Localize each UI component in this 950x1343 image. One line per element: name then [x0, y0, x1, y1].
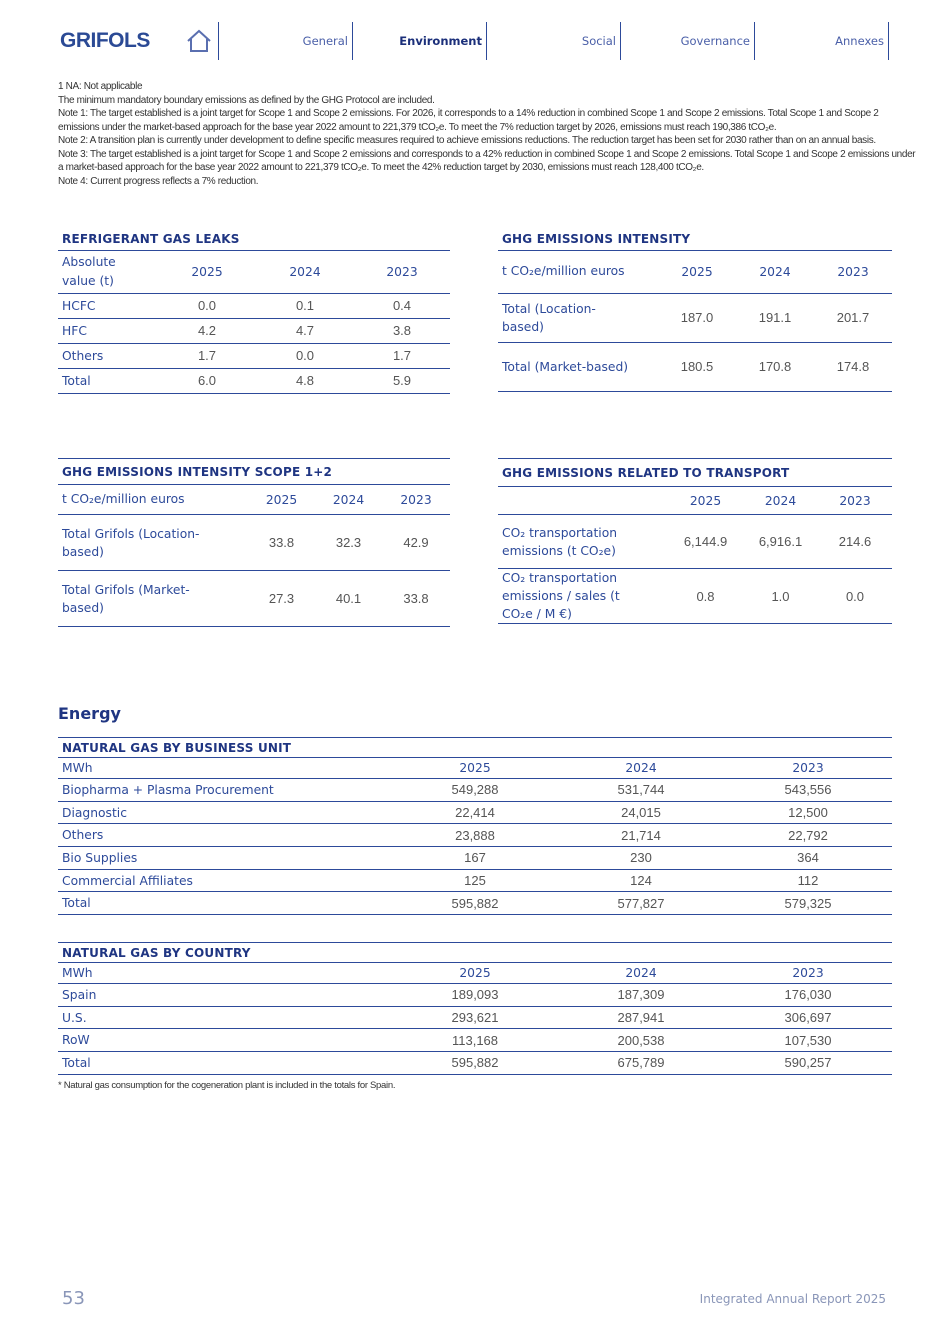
column-header: 2024 [736, 250, 814, 293]
column-header: 2025 [392, 963, 558, 984]
table-row [498, 293, 892, 342]
nav-general[interactable]: General [302, 34, 348, 48]
nav-environment[interactable]: Environment [399, 34, 482, 48]
cell-value: 167 [392, 847, 558, 870]
table-row [58, 892, 892, 915]
note-line: Note 4: Current progress reflects a 7% reduction. [58, 175, 259, 187]
table-row [58, 824, 892, 847]
energy-heading: Energy [58, 704, 121, 723]
cell-value: 6.0 [158, 368, 256, 393]
scope12-table [58, 458, 450, 627]
intensity-table [498, 228, 892, 392]
report-title: Integrated Annual Report 2025 [699, 1292, 886, 1306]
column-header: 2024 [558, 963, 724, 984]
page-number: 53 [62, 1288, 85, 1309]
cell-value: 187.0 [658, 293, 736, 342]
cell-value: 40.1 [315, 571, 382, 627]
table-row [58, 1029, 892, 1052]
table-title: GHG EMISSIONS INTENSITY SCOPE 1+2 [58, 459, 450, 485]
column-header: 2025 [158, 250, 256, 293]
cell-value: 0.1 [256, 293, 354, 318]
cell-value: 4.2 [158, 318, 256, 343]
cell-value: 675,789 [558, 1052, 724, 1075]
column-header: 2025 [658, 250, 736, 293]
nav-divider [620, 22, 621, 60]
nav-divider [888, 22, 889, 60]
table-row [58, 571, 450, 627]
row-label: HFC [58, 318, 158, 343]
cell-value: 27.3 [248, 571, 315, 627]
cell-value: 364 [724, 847, 892, 870]
row-label: Spain [58, 984, 392, 1007]
cell-value: 287,941 [558, 1006, 724, 1029]
table-row [498, 515, 892, 569]
cell-value: 4.7 [256, 318, 354, 343]
cell-value: 187,309 [558, 984, 724, 1007]
column-header: MWh [58, 963, 392, 984]
cell-value: 1.7 [354, 343, 450, 368]
row-label: Total Grifols (Market-based) [58, 571, 248, 627]
table-row [58, 368, 450, 393]
row-label: Commercial Affiliates [58, 869, 392, 892]
cell-value: 180.5 [658, 342, 736, 391]
cell-value: 201.7 [814, 293, 892, 342]
column-header: 2023 [814, 250, 892, 293]
cell-value: 1.7 [158, 343, 256, 368]
cell-value: 4.8 [256, 368, 354, 393]
row-label: Total (Market-based) [498, 342, 658, 391]
cell-value: 33.8 [248, 515, 315, 571]
cell-value: 24,015 [558, 801, 724, 824]
cell-value: 22,792 [724, 824, 892, 847]
nav-divider [218, 22, 219, 60]
cell-value: 577,827 [558, 892, 724, 915]
cell-value: 293,621 [392, 1006, 558, 1029]
cell-value: 3.8 [354, 318, 450, 343]
note-line: 1 NA: Not applicable [58, 81, 143, 92]
row-label: Total [58, 892, 392, 915]
notes [58, 80, 915, 188]
column-header: 2023 [818, 487, 892, 515]
nav-divider [754, 22, 755, 60]
cell-value: 531,744 [558, 779, 724, 802]
cell-value: 214.6 [818, 515, 892, 569]
table-row [58, 869, 892, 892]
column-header: 2025 [248, 485, 315, 515]
cell-value: 107,530 [724, 1029, 892, 1052]
nav-social[interactable]: Social [581, 34, 616, 48]
table-row [58, 318, 450, 343]
column-header [498, 487, 668, 515]
cell-value: 0.0 [158, 293, 256, 318]
nav-divider [486, 22, 487, 60]
column-header: 2025 [668, 487, 743, 515]
cell-value: 124 [558, 869, 724, 892]
cell-value: 549,288 [392, 779, 558, 802]
cell-value: 189,093 [392, 984, 558, 1007]
grifols-logo[interactable]: GRIFOLS [60, 29, 150, 52]
column-header: 2024 [256, 250, 354, 293]
cell-value: 595,882 [392, 892, 558, 915]
nav-annexes[interactable]: Annexes [835, 34, 884, 48]
cell-value: 0.8 [668, 569, 743, 624]
cell-value: 32.3 [315, 515, 382, 571]
column-header: 2023 [382, 485, 450, 515]
column-header: 2024 [743, 487, 818, 515]
table-row [58, 1052, 892, 1075]
cell-value: 0.0 [818, 569, 892, 624]
cell-value: 306,697 [724, 1006, 892, 1029]
cell-value: 0.4 [354, 293, 450, 318]
cell-value: 22,414 [392, 801, 558, 824]
note-line: Note 3: The target established is a joint target for Scope 1 and Scope 2 emissions and corresponds to a 42% reduction in combined Scope 1 and Scope 2 emissions. Total Scope 1 and Scope 2 emissions under [58, 148, 916, 160]
cell-value: 579,325 [724, 892, 892, 915]
home-icon[interactable] [186, 28, 212, 54]
cell-value: 170.8 [736, 342, 814, 391]
cell-value: 33.8 [382, 571, 450, 627]
row-label: Bio Supplies [58, 847, 392, 870]
row-label: CO₂ transportation emissions / sales (t CO₂e / M €) [498, 569, 668, 624]
table-title: GHG EMISSIONS INTENSITY [498, 228, 892, 250]
table-row [58, 515, 450, 571]
cell-value: 176,030 [724, 984, 892, 1007]
table-title: REFRIGERANT GAS LEAKS [58, 228, 450, 250]
gas-footnote: * Natural gas consumption for the cogeneration plant is included in the totals for Spain. [58, 1080, 396, 1091]
transport-table [498, 458, 892, 624]
table-row [58, 343, 450, 368]
cell-value: 230 [558, 847, 724, 870]
cell-value: 42.9 [382, 515, 450, 571]
cell-value: 590,257 [724, 1052, 892, 1075]
row-label: RoW [58, 1029, 392, 1052]
row-label: Total [58, 368, 158, 393]
column-header: MWh [58, 758, 392, 779]
note-line: Note 1: The target established is a joint target for Scope 1 and Scope 2 emissions. For 2026, it corresponds to a 14% reduction in combined Scope 1 and Scope 2 emissions. Total Scope 1 and Scope 2 [58, 108, 879, 119]
table-row [58, 779, 892, 802]
cell-value: 1.0 [743, 569, 818, 624]
cell-value: 191.1 [736, 293, 814, 342]
row-label: Biopharma + Plasma Procurement [58, 779, 392, 802]
cell-value: 112 [724, 869, 892, 892]
nav-divider [352, 22, 353, 60]
cell-value: 200,538 [558, 1029, 724, 1052]
row-label: Total (Location- based) [498, 293, 658, 342]
table-row [498, 569, 892, 624]
cell-value: 543,556 [724, 779, 892, 802]
column-header: 2023 [724, 963, 892, 984]
gas-country-table [58, 942, 892, 1075]
table-row [58, 984, 892, 1007]
table-row [58, 847, 892, 870]
note-line: emissions under the market-based approach for the base year 2022 amount to 221,379 tCO₂e. To meet the 7% reduction target by 2026, emissions must reach 190,386 tCO₂e. [58, 121, 777, 133]
cell-value: 6,916.1 [743, 515, 818, 569]
nav-governance[interactable]: Governance [680, 34, 750, 48]
cell-value: 6,144.9 [668, 515, 743, 569]
table-row [58, 1006, 892, 1029]
row-label: U.S. [58, 1006, 392, 1029]
row-label: CO₂ transportation emissions (t CO₂e) [498, 515, 668, 569]
column-header: 2024 [315, 485, 382, 515]
column-header: 2023 [354, 250, 450, 293]
row-label: HCFC [58, 293, 158, 318]
row-label: Total Grifols (Location-based) [58, 515, 248, 571]
row-label: Others [58, 824, 392, 847]
cell-value: 5.9 [354, 368, 450, 393]
gas-bu-table [58, 737, 892, 915]
note-line: a market-based approach for the base year 2022 amount to 221,379 tCO₂e. To meet the 42% reduction target by 2030, emissions must reach 128,400 tCO₂e. [58, 162, 704, 173]
table-row [58, 801, 892, 824]
row-label: Total [58, 1052, 392, 1075]
cell-value: 12,500 [724, 801, 892, 824]
note-line: Note 2: A transition plan is currently under development to define specific measures required to achieve emissions reductions. The reduction target has been set for 2030 rather than on an annual basis. [58, 135, 876, 146]
refrigerant-table [58, 228, 450, 394]
cell-value: 595,882 [392, 1052, 558, 1075]
table-row [498, 342, 892, 391]
column-header: Absolute value (t) [58, 250, 158, 293]
cell-value: 21,714 [558, 824, 724, 847]
cell-value: 23,888 [392, 824, 558, 847]
column-header: 2025 [392, 758, 558, 779]
cell-value: 113,168 [392, 1029, 558, 1052]
row-label: Others [58, 343, 158, 368]
column-header: t CO₂e/million euros [58, 485, 248, 515]
table-title: NATURAL GAS BY BUSINESS UNIT [58, 738, 892, 758]
cell-value: 125 [392, 869, 558, 892]
column-header: t CO₂e/million euros [498, 250, 658, 293]
row-label: Diagnostic [58, 801, 392, 824]
column-header: 2023 [724, 758, 892, 779]
cell-value: 174.8 [814, 342, 892, 391]
table-row [58, 293, 450, 318]
table-title: GHG EMISSIONS RELATED TO TRANSPORT [498, 459, 892, 487]
table-title: NATURAL GAS BY COUNTRY [58, 943, 892, 963]
cell-value: 0.0 [256, 343, 354, 368]
note-line: The minimum mandatory boundary emissions as defined by the GHG Protocol are included. [58, 94, 435, 106]
column-header: 2024 [558, 758, 724, 779]
